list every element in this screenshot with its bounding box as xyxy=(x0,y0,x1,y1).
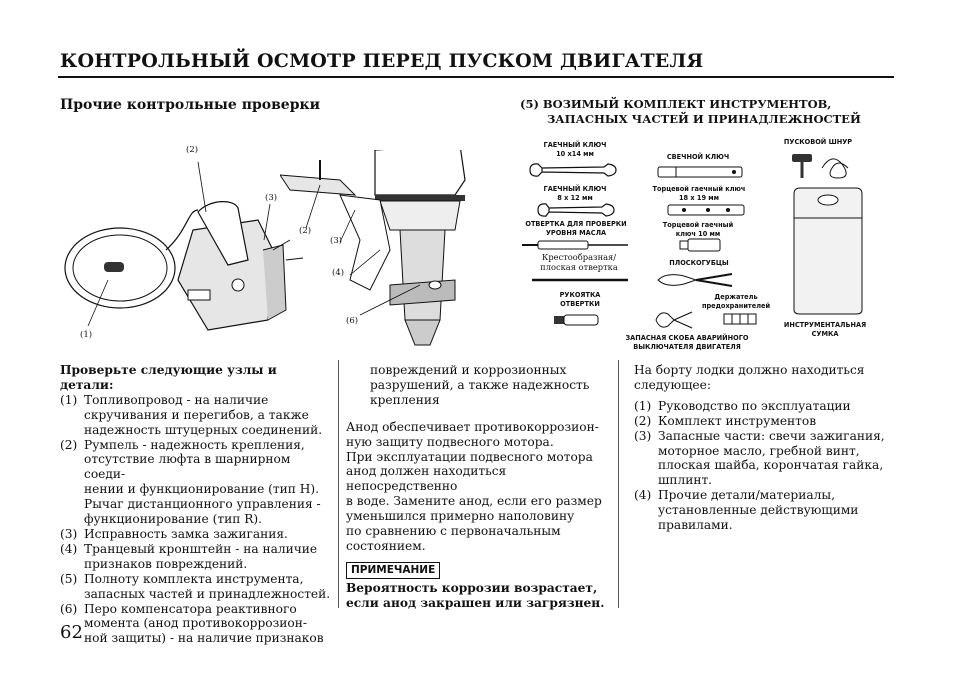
wrench2-name: ГАЕЧНЫЙ КЛЮЧ xyxy=(543,184,607,193)
intro-line: следующее: xyxy=(634,377,711,392)
wrench2-label xyxy=(520,184,630,202)
list-item-text xyxy=(84,393,332,438)
callout-4: (4) xyxy=(332,268,345,278)
list-item-number: (1) xyxy=(634,398,652,413)
list-item xyxy=(634,429,894,489)
continuation-line: повреждений и коррозионных xyxy=(370,363,567,377)
onboard-items xyxy=(634,399,894,533)
list-item-text xyxy=(658,488,894,533)
list-item-number: (6) xyxy=(60,601,78,616)
page-number: 62 xyxy=(60,622,83,643)
socket2-label xyxy=(648,220,748,238)
note-line: если анод закрашен или загрязнен. xyxy=(346,595,605,610)
list-item-line: момента (анод противокоррозион- xyxy=(84,616,307,631)
list-item-line: ной защиты) - на наличие признаков xyxy=(84,631,324,646)
list-item-number: (4) xyxy=(60,541,78,556)
callout-3: (3) xyxy=(265,193,278,203)
wrench1-name: ГАЕЧНЫЙ КЛЮЧ xyxy=(543,140,607,149)
paragraph-line: в воде. Замените анод, если его размер xyxy=(346,494,602,509)
wrench-icon xyxy=(528,162,618,178)
remote-control-illustration xyxy=(58,140,318,350)
socket2-size: ключ 10 мм xyxy=(675,229,721,238)
list-item-line: моторное масло, гребной винт, xyxy=(658,443,860,458)
list-item-line: установленные действующими xyxy=(658,503,859,518)
list-item-line: признаков повреждений. xyxy=(84,556,248,571)
column-divider-1 xyxy=(338,360,339,608)
list-item-text xyxy=(84,572,332,602)
list-item xyxy=(60,602,332,647)
oil-screwdriver-icon xyxy=(520,239,630,251)
bag-label xyxy=(770,320,880,338)
spark-plug-wrench-icon xyxy=(656,163,746,181)
wrench2-size: 8 х 12 мм xyxy=(557,193,593,202)
wrench-icon-2 xyxy=(536,202,616,218)
list-item-line: правилами. xyxy=(658,518,733,533)
callout-6: (6) xyxy=(346,316,359,326)
socket1-size: 18 х 19 мм xyxy=(678,193,720,202)
list-item-text xyxy=(84,438,332,527)
screwdriver-label xyxy=(526,252,632,272)
list-item xyxy=(60,527,332,542)
clip-line1: ЗАПАСНАЯ СКОБА АВАРИЙНОГО xyxy=(625,333,749,342)
list-item-line: Комплект инструментов xyxy=(658,413,817,428)
paragraph-line: ную защиту подвесного мотора. xyxy=(346,434,554,449)
kit-heading xyxy=(520,97,861,127)
paragraph-line: состоянием. xyxy=(346,538,426,553)
callout-2b: (2) xyxy=(299,226,312,236)
list-item-line: функционирование (тип R). xyxy=(84,512,263,527)
list-item-text xyxy=(658,399,894,414)
holder-line2: предохранителей xyxy=(701,301,771,310)
socket1-label xyxy=(640,184,758,202)
list-item-line: Транцевый кронштейн - на наличие xyxy=(84,541,318,556)
page-title: КОНТРОЛЬНЫЙ ОСМОТР ПЕРЕД ПУСКОМ ДВИГАТЕЛЯ xyxy=(60,50,704,72)
list-item-line: запасных частей и принадлежностей. xyxy=(84,586,331,601)
handle-line1: РУКОЯТКА xyxy=(559,290,601,299)
wrench1-size: 10 х14 мм xyxy=(556,149,594,158)
list-item-number: (3) xyxy=(60,526,78,541)
list-item-line: нении и функционирование (тип H). xyxy=(84,482,320,497)
callout-1: (1) xyxy=(80,330,93,340)
continuation-line: крепления xyxy=(370,392,440,407)
note-line: Вероятность коррозии возрастает, xyxy=(346,580,598,595)
socket2-name: Торцевой гаечный xyxy=(662,220,734,229)
list-item xyxy=(60,393,332,438)
list-item-number: (4) xyxy=(634,488,652,503)
list-item-line: шплинт. xyxy=(658,473,713,488)
oil-check-line2: УРОВНЯ МАСЛА xyxy=(545,228,607,237)
starter-cord-icon xyxy=(782,148,862,188)
section-subtitle: Прочие контрольные проверки xyxy=(60,97,320,113)
handle-label xyxy=(540,290,620,308)
plug-key-label: СВЕЧНОЙ КЛЮЧ xyxy=(666,152,730,161)
anode-column xyxy=(346,363,606,611)
kit-heading-line2: ЗАПАСНЫХ ЧАСТЕЙ И ПРИНАДЛЕЖНОСТЕЙ xyxy=(547,112,861,126)
callout-3b: (3) xyxy=(330,236,343,246)
list-item-line: Руководство по эксплуатации xyxy=(658,398,851,413)
bag-line1: ИНСТРУМЕНТАЛЬНАЯ xyxy=(783,320,867,329)
paragraph-line: анод должен находиться непосредственно xyxy=(346,464,507,494)
cord-label: ПУСКОВОЙ ШНУР xyxy=(783,137,853,146)
list-item-text xyxy=(84,542,332,572)
paragraph-line: Анод обеспечивает противокоррозион- xyxy=(346,419,599,434)
intro-line: На борту лодки должно находиться xyxy=(634,363,865,377)
wrench1-label xyxy=(520,140,630,158)
oil-check-line1: ОТВЕРТКА ДЛЯ ПРОВЕРКИ xyxy=(525,219,627,228)
list-item xyxy=(60,572,332,602)
holder-line1: Держатель xyxy=(714,292,758,301)
callout-2: (2) xyxy=(186,145,199,155)
onboard-intro xyxy=(634,363,894,393)
list-item-line: Полноту комплекта инструмента, xyxy=(84,571,304,586)
checklist-column xyxy=(60,363,332,646)
list-item-line: Исправность замка зажигания. xyxy=(84,526,288,541)
socket-wrench-icon xyxy=(666,202,748,218)
list-item-line: Запасные части: свечи зажигания, xyxy=(658,428,885,443)
screwdriver-bit-icon xyxy=(530,276,630,284)
anode-paragraph xyxy=(346,420,606,554)
list-item-line: скручивания и перегибов, а также xyxy=(84,407,309,422)
onboard-column xyxy=(634,363,894,533)
list-item xyxy=(60,438,332,527)
list-item-line: Прочие детали/материалы, xyxy=(658,488,835,503)
list-item-line: отсутствие люфта в шарнирном соеди- xyxy=(84,452,291,482)
checklist-heading: Проверьте следующие узлы и детали: xyxy=(60,363,277,392)
kit-heading-line1: (5) ВОЗИМЫЙ КОМПЛЕКТ ИНСТРУМЕНТОВ, xyxy=(520,97,832,111)
list-item-text xyxy=(658,414,894,429)
title-rule xyxy=(58,76,894,78)
list-item-number: (5) xyxy=(60,571,78,586)
list-item-text xyxy=(658,429,894,489)
continuation-line: разрушений, а также надежность xyxy=(370,377,590,392)
list-item xyxy=(634,399,894,414)
list-item-number: (2) xyxy=(634,413,652,428)
bag-line2: СУМКА xyxy=(811,329,839,338)
paragraph-line: При эксплуатации подвесного мотора xyxy=(346,449,593,464)
list-item-line: Рычаг дистанционного управления - xyxy=(84,497,321,512)
clip-label xyxy=(612,333,762,351)
oil-check-label xyxy=(516,219,636,237)
socket-wrench-icon-2 xyxy=(678,238,724,252)
list-item xyxy=(634,488,894,533)
list-item-number: (1) xyxy=(60,392,78,407)
list-item-number: (3) xyxy=(634,428,652,443)
checklist-continuation xyxy=(346,363,606,408)
list-item-line: надежность штуцерных соединений. xyxy=(84,422,323,437)
list-item-number: (2) xyxy=(60,437,78,452)
clip-line2: ВЫКЛЮЧАТЕЛЯ ДВИГАТЕЛЯ xyxy=(633,342,741,351)
paragraph-line: уменьшился примерно наполовину xyxy=(346,509,575,524)
paragraph-line: по сравнению с первоначальным xyxy=(346,524,561,539)
list-item-line: Румпель - надежность крепления, xyxy=(84,437,305,452)
list-item-line: плоская шайба, корончатая гайка, xyxy=(658,458,884,473)
checklist-items xyxy=(60,393,332,646)
pliers-icon xyxy=(656,270,736,290)
column-divider-2 xyxy=(618,360,619,608)
screwdriver-handle-icon xyxy=(552,312,602,328)
list-item-line: Перо компенсатора реактивного xyxy=(84,601,297,616)
socket1-name: Торцевой гаечный ключ xyxy=(652,184,746,193)
pliers-label: ПЛОСКОГУБЦЫ xyxy=(669,258,729,267)
note-badge: ПРИМЕЧАНИЕ xyxy=(346,562,440,579)
list-item xyxy=(634,414,894,429)
screwdriver-line1: Крестообразная/ xyxy=(541,252,617,262)
list-item xyxy=(60,542,332,572)
tool-bag-icon xyxy=(790,186,866,316)
emergency-clip-icon xyxy=(652,306,762,334)
list-item-line: Топливопровод - на наличие xyxy=(84,392,269,407)
list-item-text xyxy=(84,602,332,647)
note-text xyxy=(346,581,606,611)
outboard-motor-illustration xyxy=(280,150,480,350)
list-item-text xyxy=(84,527,332,542)
screwdriver-line2: плоская отвертка xyxy=(540,262,618,272)
handle-line2: ОТВЕРТКИ xyxy=(560,299,600,308)
